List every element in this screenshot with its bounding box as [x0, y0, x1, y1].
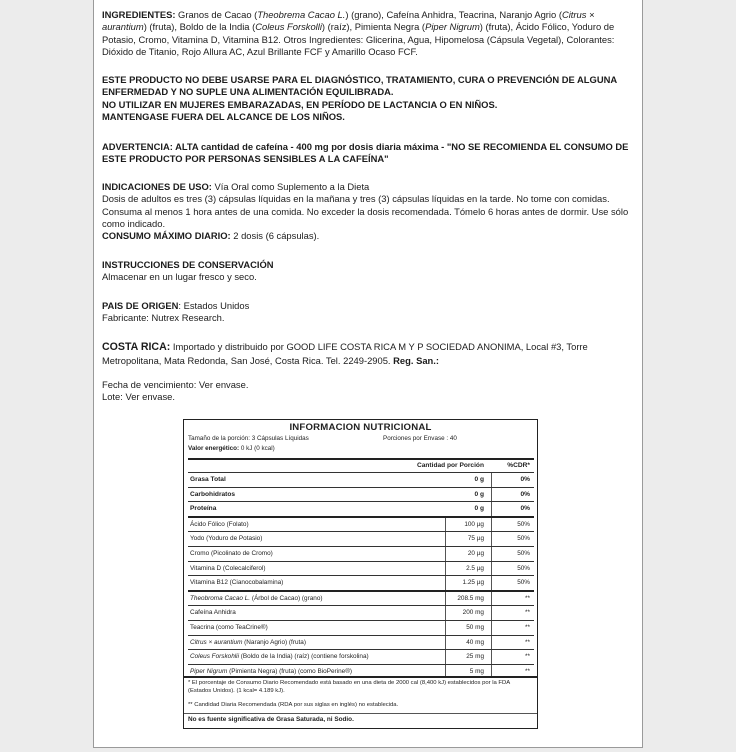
footnote-divider-2	[184, 713, 537, 714]
column-divider	[491, 518, 492, 532]
warning-line-2: NO UTILIZAR EN MUJERES EMBARAZADAS, EN PERÍODO DE LACTANCIA O EN NIÑOS.	[102, 98, 498, 110]
nutrient-cdr: 50%	[517, 520, 530, 528]
storage-label: INSTRUCCIONES DE CONSERVACIÓN	[102, 259, 274, 270]
nutrient-qty: 0 g	[474, 490, 484, 498]
column-divider	[491, 576, 492, 590]
column-divider	[445, 592, 446, 606]
nutrition-row	[188, 649, 534, 664]
nutrient-name: Piper Nigrum (Pimienta Negra) (fruta) (como BioPerine®)	[190, 667, 353, 675]
usage-body: Dosis de adultos es tres (3) cápsulas líquidas en la mañana y tres (3) cápsulas líquidas en la tarde. No tome con comidas. Consuma al menos 1 hora antes de una comida. No exceder la dosis recomendada. Tómelo 6 horas antes de dormir. Use sólo como indicado.	[102, 193, 629, 229]
column-divider	[445, 621, 446, 635]
ingredients-text-part: ) (fruta), Ácido Fólico, Yoduro de Potasio, Cromo, Vitamina D, Vitamina B12. Otros Ingredientes: Glicerina, Agua, Hipomelosa (Cápsula Vegetal), Colorantes: Dióxido de Titanio, Rojo Allura AC, Azul Brillante FCF y Amarillo Ocaso FCF.	[102, 21, 615, 57]
label-document	[93, 0, 643, 748]
nutrient-cdr: 50%	[517, 564, 530, 572]
nutrient-cdr: 0%	[520, 476, 530, 483]
energy-label: Valor energético:	[188, 445, 240, 452]
caffeine-warning	[102, 141, 632, 166]
column-divider	[491, 473, 492, 487]
reg-san-label: Reg. San.:	[393, 355, 439, 366]
nutrition-row	[188, 575, 534, 590]
footnote-1: * El porcentaje de Consumo Diario Recomendado está basado en una dieta de 2000 cal (8,400 kJ) establecidos por la FDA (Estados Unidos). (1 kcal= 4.189 kJ).	[188, 680, 510, 694]
nutrient-name: Citrus × aurantium (Naranjo Agrio) (fruta)	[190, 638, 306, 646]
column-divider	[445, 576, 446, 590]
nutrient-qty: 200 mg	[462, 609, 484, 617]
origin-value: : Estados Unidos	[178, 300, 250, 311]
nutrient-qty: 75 µg	[467, 535, 484, 543]
nutrient-qty: 1.25 µg	[462, 579, 484, 587]
column-divider	[491, 532, 492, 546]
nutrient-cdr: **	[525, 638, 530, 646]
nutrient-name: Grasa Total	[190, 476, 226, 483]
column-divider	[445, 518, 446, 532]
nutrient-cdr: 50%	[517, 535, 530, 543]
nutrient-qty: 50 mg	[466, 623, 484, 631]
nutrient-name: Theobroma Cacao L. (Árbol de Cacao) (grano)	[190, 594, 323, 602]
costa-rica-label: COSTA RICA:	[102, 341, 171, 353]
nutrient-qty: 40 mg	[466, 638, 484, 646]
nutrient-cdr: 0%	[520, 490, 530, 498]
nutrition-rows	[188, 458, 534, 678]
footnote-divider	[184, 676, 537, 678]
column-divider	[445, 532, 446, 546]
nutrient-cdr: **	[525, 594, 530, 602]
ingredients-section	[102, 9, 632, 58]
footnote-2: ** Candidad Diaria Recomendada (RDA por sus siglas en inglés) no establecida.	[188, 702, 399, 708]
storage-section	[102, 259, 632, 284]
column-divider	[491, 606, 492, 620]
warning-line-1: ESTE PRODUCTO NO DEBE USARSE PARA EL DIAGNÓSTICO, TRATAMIENTO, CURA O PREVENCIÓN DE ALGUNA ENFERMEDAD Y NO SUPLE UNA ALIMENTACIÓN EQUILIBRADA.	[102, 74, 617, 98]
column-divider	[445, 562, 446, 576]
column-divider	[445, 606, 446, 620]
column-divider	[491, 502, 492, 516]
warning-block	[102, 74, 632, 123]
ingredients-text-part: Granos de Cacao (	[175, 9, 258, 20]
nutrient-cdr: 50%	[517, 579, 530, 587]
nutrient-cdr: **	[525, 667, 530, 675]
ingredients-text-part: ) (raíz), Pimienta Negra (	[321, 21, 426, 33]
col-cdr-header: %CDR*	[507, 462, 530, 469]
usage-value: Vía Oral como Suplemento a la Dieta	[211, 181, 370, 192]
warning-line-3: MANTENGASE FUERA DEL ALCANCE DE LOS NIÑOS.	[102, 110, 345, 122]
nutrition-row	[188, 531, 534, 546]
nutrient-name: Teacrina (como TeaCrine®)	[190, 623, 268, 631]
nutrition-row	[188, 620, 534, 635]
energy-value	[188, 445, 275, 452]
costa-rica-text: Importado y distribuido por GOOD LIFE COSTA RICA M Y P SOCIEDAD ANONIMA, Local #3, Torre Metropolitana, Mata Redonda, San José, Costa Rica. Tel. 2249-2905.	[102, 341, 588, 366]
nutrition-facts-table	[183, 419, 538, 729]
col-qty-header: Cantidad por Porción	[416, 462, 484, 469]
nutrient-name: Proteína	[190, 505, 217, 513]
nutrient-name: Vitamina B12 (Cianocobalamina)	[190, 579, 284, 587]
ingredients-label: INGREDIENTES:	[102, 9, 176, 20]
energy-amount: 0 kJ (0 kcal)	[239, 445, 275, 452]
portions-per-container: Porciones por Envase : 40	[383, 435, 457, 442]
nutrient-qty: 5 mg	[469, 667, 484, 675]
nutrition-row	[188, 561, 534, 576]
max-dose-label: CONSUMO MÁXIMO DIARIO:	[102, 230, 231, 242]
caffeine-warning-text: ADVERTENCIA: ALTA cantidad de cafeína - 400 mg por dosis diaria máxima - "NO SE RECOMIENDA EL CONSUMO DE ESTE PRODUCTO POR PERSONAS SENSIBLES A LA CAFEÍNA"	[102, 141, 629, 165]
nutrient-qty: 100 µg	[464, 520, 484, 528]
ingredients-text-part: Piper Nigrum	[425, 21, 480, 33]
manufacturer: Fabricante: Nutrex Research.	[102, 312, 225, 324]
expiry-text: Fecha de vencimiento: Ver envase.	[102, 379, 249, 390]
column-divider	[491, 592, 492, 606]
nutrient-name: Carbohidratos	[190, 490, 236, 498]
nutrition-row	[188, 605, 534, 620]
column-divider	[491, 488, 492, 502]
ingredients-text-part: ) (grano), Cafeína Anhidra, Teacrina, Naranjo Agrio (	[345, 9, 562, 20]
nutrition-row	[188, 546, 534, 561]
nutrition-header-row	[188, 458, 534, 472]
lot-text: Lote: Ver envase.	[102, 391, 175, 403]
nutrition-title: INFORMACION NUTRICIONAL	[289, 422, 432, 433]
column-divider	[445, 547, 446, 561]
serving-size: Tamaño de la porción: 3 Cápsulas Líquidas	[188, 435, 309, 442]
nutrition-row	[188, 590, 534, 606]
column-divider	[491, 650, 492, 664]
nutrition-row	[188, 472, 534, 487]
column-divider	[491, 547, 492, 561]
nutrient-qty: 0 g	[474, 476, 484, 483]
nutrient-name: Ácido Fólico (Folato)	[190, 520, 249, 528]
nutrient-cdr: **	[525, 609, 530, 617]
nutrient-qty: 20 µg	[467, 549, 484, 557]
column-divider	[491, 636, 492, 650]
nutrient-qty: 0 g	[474, 505, 484, 513]
ingredients-text-part: ) (fruta), Boldo de la India (	[143, 21, 256, 33]
usage-label: INDICACIONES DE USO:	[102, 181, 212, 192]
origin-section	[102, 300, 632, 325]
nutrition-row	[188, 487, 534, 502]
nutrient-cdr: **	[525, 653, 530, 661]
storage-value: Almacenar en un lugar fresco y seco.	[102, 271, 257, 283]
nutrient-qty: 208.5 mg	[457, 594, 484, 602]
nutrient-name: Cromo (Picolinato de Cromo)	[190, 549, 273, 557]
nutrient-name: Cafeína Anhidra	[190, 609, 236, 617]
footnote-3: No es fuente significativa de Grasa Saturada, ni Sodio.	[188, 716, 354, 723]
nutrient-qty: 2.5 µg	[466, 564, 484, 572]
column-divider	[491, 621, 492, 635]
costa-rica-section	[102, 340, 632, 367]
expiry-section	[102, 379, 632, 404]
nutrition-row	[188, 501, 534, 516]
nutrient-name: Coleus Forskohlii (Boldo de la India) (raíz) (contiene forskolina)	[190, 653, 369, 661]
max-dose-value: 2 dosis (6 cápsulas).	[230, 230, 320, 242]
ingredients-text-part: Theobrema Cacao L.	[257, 9, 346, 20]
column-divider	[445, 650, 446, 664]
nutrient-cdr: 50%	[517, 549, 530, 557]
ingredients-text-part: Citrus × aurantium	[102, 9, 595, 33]
usage-section	[102, 181, 632, 242]
nutrition-row	[188, 635, 534, 650]
ingredients-text-part: Coleus Forskolli	[255, 21, 322, 33]
nutrient-qty: 25 mg	[466, 653, 484, 661]
nutrient-cdr: **	[525, 623, 530, 631]
column-divider	[491, 562, 492, 576]
nutrient-name: Vitamina D (Colecalciferol)	[190, 564, 266, 572]
nutrient-name: Yodo (Yoduro de Potasio)	[190, 535, 263, 543]
nutrient-cdr: 0%	[520, 505, 530, 513]
nutrition-row	[188, 516, 534, 532]
column-divider	[445, 636, 446, 650]
origin-label: PAIS DE ORIGEN	[102, 300, 179, 311]
